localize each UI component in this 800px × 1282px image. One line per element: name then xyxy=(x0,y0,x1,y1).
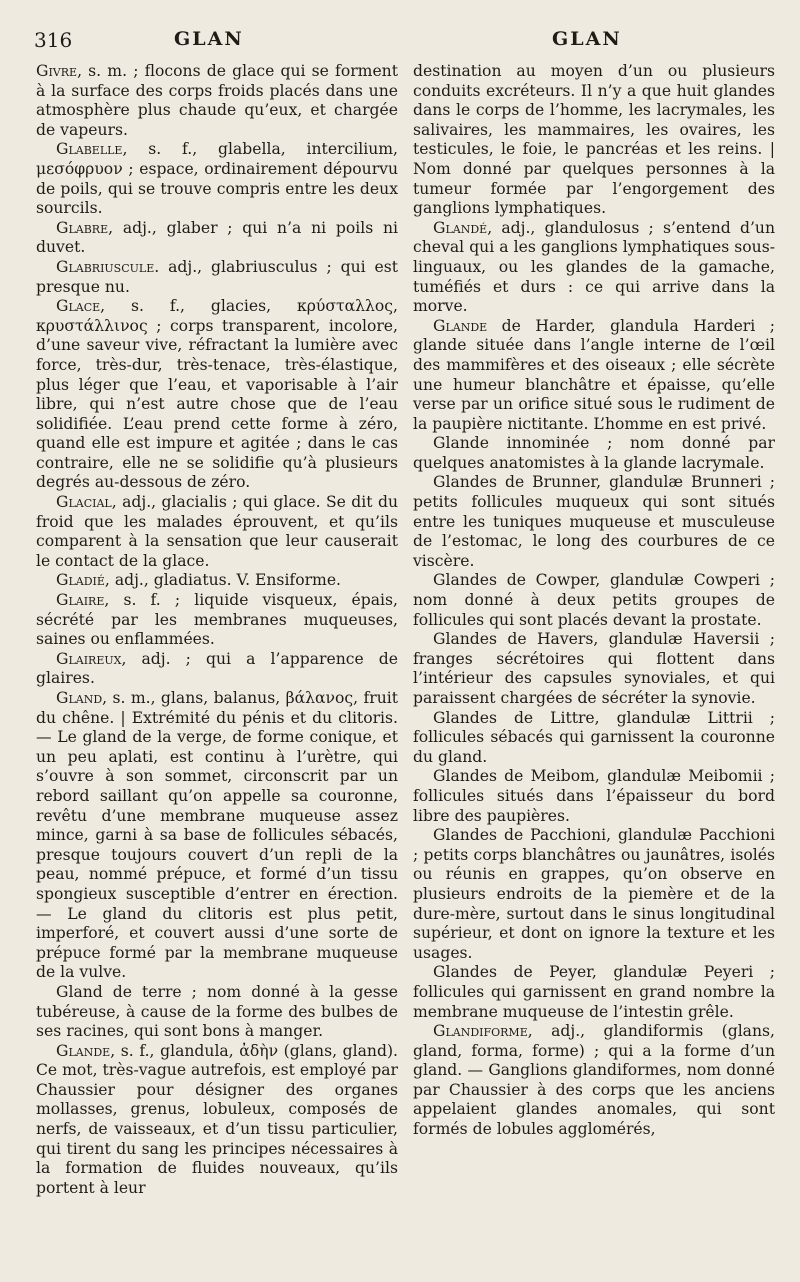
entry-headword: Gladié xyxy=(56,571,105,590)
entry-text: Glandes de Havers, glandulæ Haversii ; franges sécrétoires qui flottent dans l’intérieur des capsules synoviales, et qui paraissent chargées de sécréter la synovie. xyxy=(413,630,775,707)
dictionary-entry xyxy=(36,983,398,1042)
entry-headword: Gland xyxy=(56,689,103,707)
dictionary-entry xyxy=(413,62,775,219)
entry-text: . adj., glabriusculus ; qui est presque nu. xyxy=(36,257,398,296)
page-header xyxy=(0,28,800,58)
entry-headword: Glacial xyxy=(56,493,112,512)
dictionary-entry xyxy=(413,963,775,1022)
dictionary-entry xyxy=(413,219,775,317)
entry-headword: Glabre xyxy=(56,218,109,237)
dictionary-entry xyxy=(413,767,775,826)
dictionary-entry xyxy=(413,571,775,630)
entry-text: , adj., gladiatus. V. Ensiforme. xyxy=(104,571,342,590)
dictionary-entry xyxy=(36,571,398,591)
dictionary-entry xyxy=(413,1022,775,1140)
entry-headword: Glace xyxy=(56,297,101,316)
right-column xyxy=(413,62,775,1140)
dictionary-entry xyxy=(36,258,398,297)
entry-text: Glandes de Peyer, glandulæ Peyeri ; follicules qui garnissent en grand nombre la membrane muqueuse de l’intestin grêle. xyxy=(413,963,775,1021)
entry-text: Glandes de Cowper, glandulæ Cowperi ; nom donné à deux petits groupes de follicules qui sont placés devant la prostate. xyxy=(413,571,775,629)
entry-text: Glandes de Brunner, glandulæ Brunneri ; petits follicules muqueux qui sont situés entre les tuniques muqueuse et musculeuse de l’estomac, le long des courbures de ce viscère. xyxy=(413,473,775,570)
running-head-right: GLAN xyxy=(552,28,622,50)
entry-headword: Glabelle xyxy=(56,140,123,159)
dictionary-entry xyxy=(36,689,398,983)
entry-text: , s. f., glandula, ἀδὴν (glans, gland). Ce mot, très-vague autrefois, est employé par Chaussier pour désigner des organes mollasses, grenus, lobuleux, composés de nerfs, de vaisseaux, et d’un tissu particulier, qui tirent du sang les principes nécessaires à la formation de fluides nouveaux, qu’ils portent à leur xyxy=(36,1041,398,1197)
dictionary-entry xyxy=(36,1042,398,1199)
entry-headword: Glandiforme xyxy=(433,1022,528,1041)
entry-text: , s. f. ; liquide visqueux, épais, sécrété par les membranes muqueuses, saines ou enflammées. xyxy=(36,591,398,649)
entry-text: , s. f., glacies, κρύσταλλος, κρυστάλλινος ; corps transparent, incolore, d’une saveur vive, réfractant la lumière avec force, très-dur, très-tenace, très-élastique, plus léger que l’eau, et vaporisable à l’air libre, qui n’est autre chose que de l’eau solidifiée. L’eau prend cette forme à zéro, quand elle est impure et agitée ; dans le cas contraire, elle ne se solidifie qu’à plusieurs degrés au-dessous de zéro. xyxy=(36,297,398,492)
dictionary-entry xyxy=(36,140,398,218)
entry-text: Gland de terre ; nom donné à la gesse tubéreuse, à cause de la forme des bulbes de ses racines, qui sont bons à manger. xyxy=(36,982,398,1041)
entry-headword: Glande xyxy=(433,316,488,335)
entry-text: de Harder, glandula Harderi ; glande située dans l’angle interne de l’œil des mammifères et des oiseaux ; elle sécrète une humeur blanchâtre et épaisse, qu’elle verse par un orifice situé sous le rudiment de la paupière nictitante. L’homme en est privé. xyxy=(413,316,775,433)
dictionary-entry xyxy=(36,297,398,493)
entry-headword: Glande xyxy=(56,1041,111,1060)
entry-text: destination au moyen d’un ou plusieurs conduits excréteurs. Il n’y a que huit glandes dans le corps de l’homme, les lacrymales, les salivaires, les mammaires, les ovaires, les testicules, le foie, le pancréas et les reins. | Nom donné par quelques personnes à la tumeur formée par l’engorgement des ganglions lymphatiques. xyxy=(413,62,775,218)
entry-headword: Glabriuscule xyxy=(56,257,155,276)
running-head-left: GLAN xyxy=(174,28,244,50)
dictionary-entry xyxy=(413,317,775,435)
entry-text: , adj. ; qui a l’apparence de glaires. xyxy=(36,649,398,688)
dictionary-entry xyxy=(36,219,398,258)
dictionary-entry xyxy=(413,473,775,571)
entry-text: Glande innominée ; nom donné par quelques anatomistes à la glande lacrymale. xyxy=(413,434,775,472)
entry-text: , s. m. ; flocons de glace qui se forment à la surface des corps froids placés dans une atmosphère plus chaude qu’eux, et chargée de vapeurs. xyxy=(36,62,398,139)
entry-text: , adj., glaber ; qui n’a ni poils ni duvet. xyxy=(36,218,398,257)
dictionary-entry xyxy=(36,650,398,689)
entry-headword: Glaire xyxy=(56,591,105,610)
page-number: 316 xyxy=(34,28,73,52)
dictionary-entry xyxy=(413,434,775,473)
dictionary-entry xyxy=(36,591,398,650)
entry-headword: Givre xyxy=(36,62,78,80)
dictionary-entry xyxy=(36,493,398,571)
dictionary-entry xyxy=(413,630,775,708)
dictionary-entry xyxy=(36,62,398,140)
left-column xyxy=(36,62,398,1198)
entry-text: Glandes de Pacchioni, glandulæ Pacchioni ; petits corps blanchâtres ou jaunâtres, isolés ou réunis en grappes, qu’on observe en plusieurs endroits de la piemère et de la dure-mère, surtout dans le sinus longitudinal supérieur, et dont on ignore la texture et les usages. xyxy=(413,826,775,962)
entry-text: , s. f., glabella, intercilium, μεσόφρυον ; espace, ordinairement dépourvu de poils, qui se trouve compris entre les deux sourcils. xyxy=(36,140,398,218)
entry-text: , s. m., glans, balanus, βάλανος, fruit du chêne. | Extrémité du pénis et du clitoris. — Le gland de la verge, de forme conique, et un peu aplati, est continu à l’urètre, qui s’ouvre à son sommet, circonscrit par un rebord saillant qu’on appelle sa couronne, revêtu d’une membrane muqueuse assez mince, garni à sa base de follicules sébacés, presque toujours couvert d’un repli de la peau, nommé prépuce, et formé d’un tissu spongieux susceptible d’entrer en érection. — Le gland du clitoris est plus petit, imperforé, et couvert aussi d’une sorte de prépuce formé par la membrane muqueuse de la vulve. xyxy=(36,689,398,982)
dictionary-entry xyxy=(413,709,775,768)
entry-text: , adj., glacialis ; qui glace. Se dit du froid que les malades éprouvent, et qu’ils comparent à la sensation que leur causerait le contact de la glace. xyxy=(36,493,398,570)
entry-text: Glandes de Littre, glandulæ Littrii ; follicules sébacés qui garnissent la couronne du gland. xyxy=(413,708,775,766)
entry-text: , adj., glandulosus ; s’entend d’un cheval qui a les ganglions lymphatiques sous-linguaux, ou les glandes de la gamache, tuméfiés et durs : ce qui arrive dans la morve. xyxy=(413,218,775,316)
entry-headword: Glaireux xyxy=(56,649,122,668)
entry-text: , adj., glandiformis (glans, gland, forma, forme) ; qui a la forme d’un gland. — Ganglions glandiformes, nom donné par Chaussier à des corps que les anciens appelaient glandes anomales, qui sont formés de lobules agglomérés, xyxy=(413,1022,775,1139)
entry-text: Glandes de Meibom, glandulæ Meibomii ; follicules situés dans l’épaisseur du bord libre des paupières. xyxy=(413,767,775,825)
dictionary-entry xyxy=(413,826,775,963)
entry-headword: Glandé xyxy=(433,218,488,237)
